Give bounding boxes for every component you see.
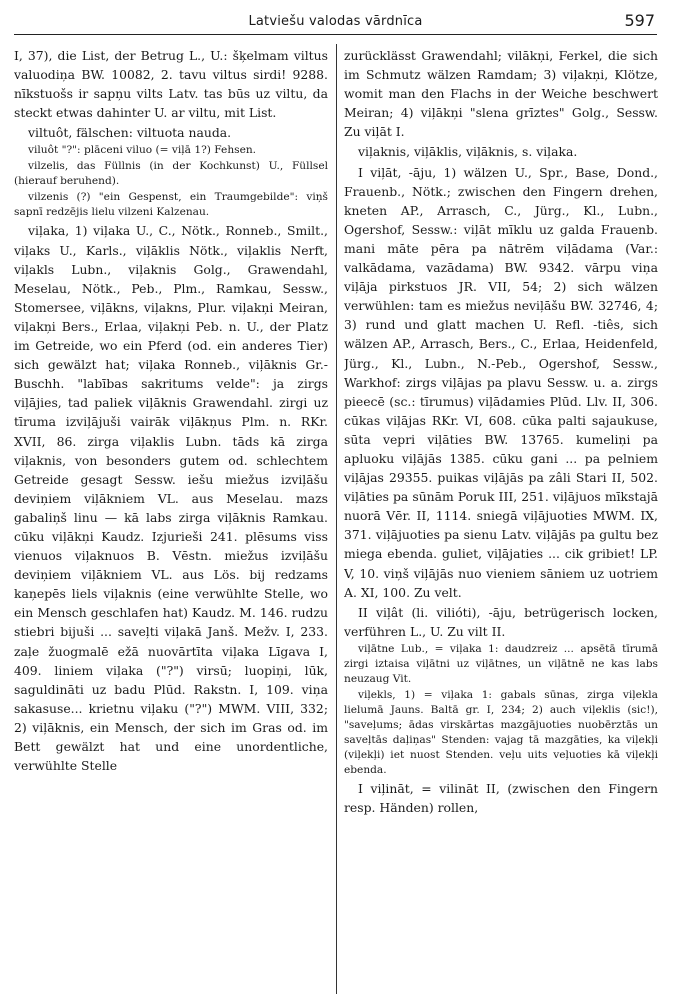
dictionary-entry: zurücklässt Grawendahl; vilākņi, Ferkel, die sich im Schmutz wälzen Ramdam; 3) viļakņi, Klötze, womit man den Flachs in der Weiche beschwert Meiran; 4) viļākņi "slena grīztes" Golg., Sessw. Zu viļāt I. [344, 48, 658, 140]
dictionary-entry: viļekls, 1) = viļaka 1: gabals sūnas, zirga viļekla lielumā Jauns. Baltā gr. I, 234; 2) auch viļeklis (sic!), "saveļums; ādas virskārtas mazgājuoties nuobērztās un saveļtās daļiņas" Stenden: vajag tā mazgāties, ka viļekļi (viļekļi) iet nuost Stenden. veļu uits veļuoties kā viļekļi ebenda. [344, 688, 658, 776]
dictionary-entry: I viļināt, = vilināt II, (zwischen den Fingern resp. Händen) rollen, [344, 780, 658, 815]
dictionary-entry: II viļât (li. vilióti), -āju, betrügerisch locken, verführen L., U. Zu vilt II. [344, 604, 658, 639]
dictionary-entry: viļaknis, viļāklis, viļāknis, s. viļaka. [358, 144, 578, 160]
dictionary-entry: I viļāt, -āju, 1) wälzen U., Spr., Base, Dond., Frauenb., Nötk.; zwischen den Fingern drehen, kneten AP., Arrasch, C., Jürg., Kl., Lubn., Ogershof, Sessw.: viļāt mīklu uz galda Frauenb. mani māte pēra pa nātrēm viļādama (Var.: valkādama, vazādama) BW. 9342. vārpu viņa viļāja pirkstuos JR. VII, 54; 2) sich wälzen verwühlen: tam es miežus neviļāšu BW. 32746, 4; 3) rund und glatt machen U. Refl. -tiês, sich wälzen AP., Arrasch, Bers., C., Erlaa, Heidenfeld, Jürg., Kl., Lubn., N.-Peb., Ogershof, Sessw., Warkhof: zirgs viļājas pa plavu Sessw. u. a. zirgs pieecē (sc.: tīrumus) viļādamies Plūd. Llv. II, 306. cūkas viļājas RKr. VI, 608. cūka palti sajaukuse, sūta vepri viļāties BW. 13765. kumeliņi pa apluoku viļājās 1385. cūku gani ... pa pelniem viļājas 29355. puikas viļājās pa zâli Stari II, 502. viļāties pa sūnām Poruk III, 251. viļājuos mīkstajā nuorā Vēr. II, 1114. sniegā viļājuoties MWM. IX, 371. viļājuoties pa sienu Latv. viļājās pa gultu bez miega ebenda. guliet, viļājaties ... cik gribiet! LP. V, 10. viņš viļājās nuo vieniem sāniem uz uotriem A. XI, 100. Zu velt. [344, 164, 658, 600]
page-number: 597 [624, 11, 655, 30]
left-column [14, 46, 328, 994]
dictionary-entry: viļātne Lub., = viļaka 1: daudzreiz ... apsētā tīrumā zirgi iztaisa viļātni uz viļātnes, un viļātnē ne kas labs neuzaug Vit. [344, 642, 658, 685]
dictionary-entry: viltuôt, fälschen: viltuota nauda. [28, 125, 232, 141]
dictionary-entry: viluôt "?": plāceni viluo (= viļā 1?) Fehsen. [28, 144, 257, 157]
right-column [344, 46, 658, 994]
dictionary-entry: I, 37), die List, der Betrug L., U.: šķelmam viltus valuodiņa BW. 10082, 2. tavu viltus sirdi! 9288. nīkstuošs ir sapņu vilts Latv. tas būs uz viltu, da steckt etwas dahinter U. ar viltu, mit List. [14, 48, 328, 121]
page-title: Latviešu valodas vārdnīca [248, 14, 423, 29]
dictionary-entry: vilzelis, das Füllnis (in der Kochkunst) U., Füllsel (hierauf beruhend). [14, 160, 328, 188]
dictionary-entry: viļaka, 1) viļaka U., C., Nötk., Ronneb., Smilt., viļaks U., Karls., viļāklis Nötk., viļaklis Nerft, viļakls Lubn., viļaknis Golg., Grawendahl, Meselau, Nötk., Peb., Plm., Ramkau, Sessw., Stomersee, viļākns, viļakns, Plur. viļakņi Meiran, viļakņi Bers., Erlaa, viļakņi Peb. n. U., der Platz im Getreide, wo ein Pferd (od. ein anderes Tier) sich gewälzt hat; viļaka Ronneb., viļāknis Gr.-Buschh. "labības sakritums velde": ja zirgs viļājies, tad paliek viļāknis Grawendahl. zirgi uz tīruma izviļājuši vairāk viļākņus Plm. n. RKr. XVII, 86. zirga viļaklis Lubn. tāds kā zirga viļaknis, von besonders gutem od. schlechtem Getreide gesagt Sessw. iešu miežus izviļāšu deviņiem viļākniem VL. aus Meselau. mazs gabaliņš linu — kā labs zirga viļāknis Ramkau. cūku viļākņi Kaudz. Izjurieši 241. plēsums viss vienuos viļaknuos B. Vēstn. miežus izviļāšu deviņiem viļākniem VL. aus Lös. bij redzams kaņepēs liels viļaknis (eine verwühlte Stelle, wo ein Mensch geschlafen hat) Kaudz. M. 146. rudzu stiebri bijuši ... saveļti viļakā Janš. Mežv. I, 233. zaļe žuogmalē ežā nuovārtīta viļaka Līgava I, 409. liniem viļaka ("?") virsū; luopiņi, lūk, saguldināti uz badu Plūd. Rakstn. I, 109. viņa sakasuse... krietnu viļaku ("?") MWM. VIII, 332; 2) viļāknis, ein Mensch, der sich im Gras od. im Bett gewälzt hat und eine unordentliche, verwühlte Stelle [14, 223, 328, 774]
column-divider [336, 44, 337, 994]
dictionary-entry: vilzenis (?) "ein Gespenst, ein Traumgebilde": viņš sapnī redzējis lielu vilzeni Kalzenau. [14, 191, 328, 219]
running-header [14, 8, 657, 35]
